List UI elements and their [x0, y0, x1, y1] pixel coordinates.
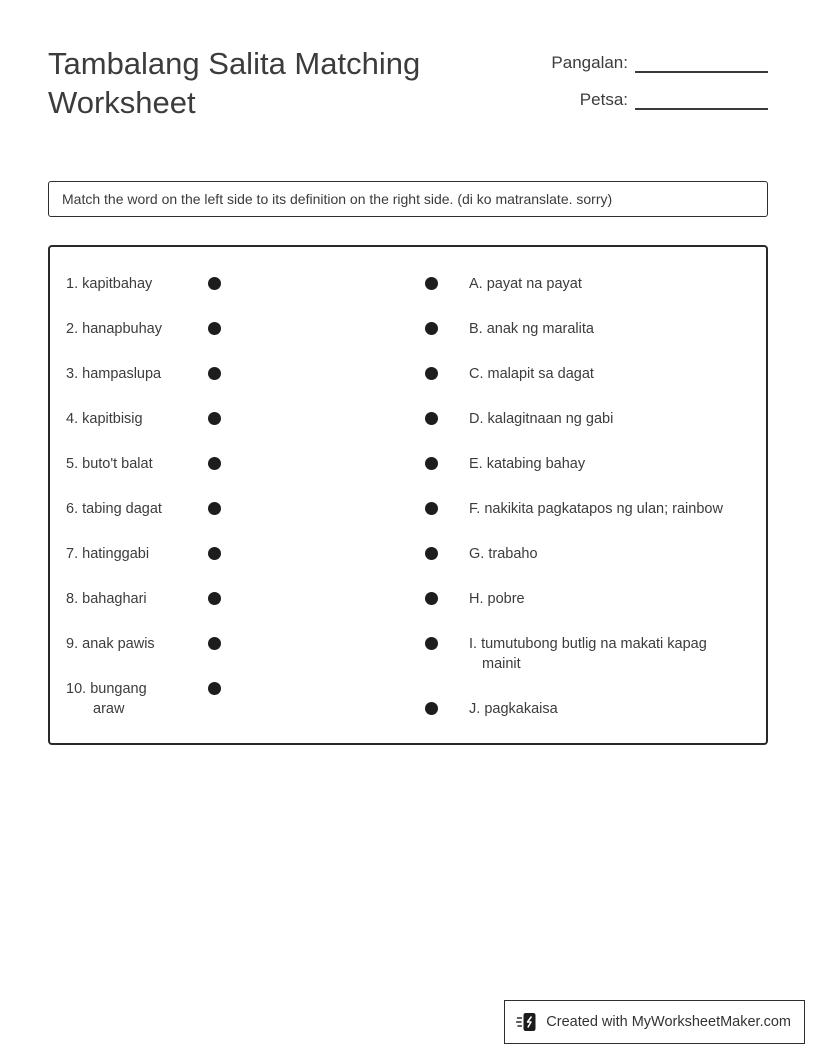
- match-dot-right-h[interactable]: [425, 592, 438, 605]
- date-label: Petsa:: [579, 90, 628, 109]
- match-item-9: [66, 634, 425, 654]
- match-dot-left-1[interactable]: [208, 277, 221, 290]
- match-dot-right-f[interactable]: [425, 502, 438, 515]
- credit-badge: [504, 1000, 805, 1044]
- match-definition-e: [425, 454, 750, 474]
- match-definition-g: [425, 544, 750, 564]
- name-label: Pangalan:: [551, 53, 628, 72]
- match-dot-right-a[interactable]: [425, 277, 438, 290]
- match-item-1: [66, 274, 425, 294]
- match-item-5: [66, 454, 425, 474]
- match-definition-h: [425, 589, 750, 609]
- match-dot-left-3[interactable]: [208, 367, 221, 380]
- match-definition-f: [425, 499, 750, 519]
- match-definition: A. payat na payat: [469, 276, 582, 292]
- match-word: 4. kapitbisig: [66, 411, 143, 427]
- match-word: 3. hampaslupa: [66, 366, 162, 382]
- match-dot-right-e[interactable]: [425, 457, 438, 470]
- match-dot-right-d[interactable]: [425, 412, 438, 425]
- match-dot-left-5[interactable]: [208, 457, 221, 470]
- match-dot-left-4[interactable]: [208, 412, 221, 425]
- instructions-text: Match the word on the left side to its definition on the right side. (di ko matranslate. sorry): [62, 191, 613, 207]
- match-definition: I. tumutubong butlig na makati kapag mainit: [469, 636, 707, 672]
- match-word: 9. anak pawis: [66, 636, 155, 652]
- name-blank[interactable]: [635, 52, 768, 73]
- match-item-6: [66, 499, 425, 519]
- match-word: 6. tabing dagat: [66, 501, 162, 517]
- match-dot-left-7[interactable]: [208, 547, 221, 560]
- match-dot-right-b[interactable]: [425, 322, 438, 335]
- instructions-box: [48, 181, 768, 217]
- matching-right-column: [425, 274, 750, 719]
- match-definition-a: [425, 274, 750, 294]
- match-definition: J. pagkakaisa: [469, 701, 558, 717]
- match-word: 8. bahaghari: [66, 591, 147, 607]
- credit-text: Created with MyWorksheetMaker.com: [546, 1014, 791, 1030]
- match-definition: C. malapit sa dagat: [469, 366, 594, 382]
- match-dot-left-8[interactable]: [208, 592, 221, 605]
- match-item-2: [66, 319, 425, 339]
- match-item-3: [66, 364, 425, 384]
- match-item-4: [66, 409, 425, 429]
- match-definition: D. kalagitnaan ng gabi: [469, 411, 614, 427]
- match-definition: E. katabing bahay: [469, 456, 586, 472]
- match-definition-c: [425, 364, 750, 384]
- match-word: 7. hatinggabi: [66, 546, 150, 562]
- match-definition: F. nakikita pagkatapos ng ulan; rainbow: [469, 501, 723, 517]
- match-definition-j: [425, 699, 750, 719]
- match-word: 5. buto't balat: [66, 456, 153, 472]
- matching-box: [48, 245, 768, 745]
- header-fields: [551, 52, 768, 126]
- date-blank[interactable]: [635, 89, 768, 110]
- worksheet-maker-logo-icon: [516, 1010, 538, 1034]
- match-item-8: [66, 589, 425, 609]
- match-definition-i: [425, 634, 750, 674]
- match-dot-left-9[interactable]: [208, 637, 221, 650]
- match-dot-right-c[interactable]: [425, 367, 438, 380]
- match-dot-left-2[interactable]: [208, 322, 221, 335]
- match-definition: H. pobre: [469, 591, 525, 607]
- match-dot-right-i[interactable]: [425, 637, 438, 650]
- match-dot-left-6[interactable]: [208, 502, 221, 515]
- match-definition-d: [425, 409, 750, 429]
- match-word: 2. hanapbuhay: [66, 321, 162, 337]
- match-definition: B. anak ng maralita: [469, 321, 594, 337]
- match-dot-right-j[interactable]: [425, 702, 438, 715]
- page-title: Tambalang Salita Matching Worksheet: [48, 46, 421, 120]
- match-dot-right-g[interactable]: [425, 547, 438, 560]
- match-item-7: [66, 544, 425, 564]
- date-field: [551, 89, 768, 110]
- match-word: 1. kapitbahay: [66, 276, 153, 292]
- match-definition: G. trabaho: [469, 546, 538, 562]
- matching-left-column: [66, 274, 425, 719]
- match-dot-left-10[interactable]: [208, 682, 221, 695]
- match-item-10: [66, 679, 425, 719]
- name-field: [551, 52, 768, 73]
- match-definition-b: [425, 319, 750, 339]
- match-word: 10. bungang araw: [66, 681, 147, 717]
- header: [48, 44, 768, 126]
